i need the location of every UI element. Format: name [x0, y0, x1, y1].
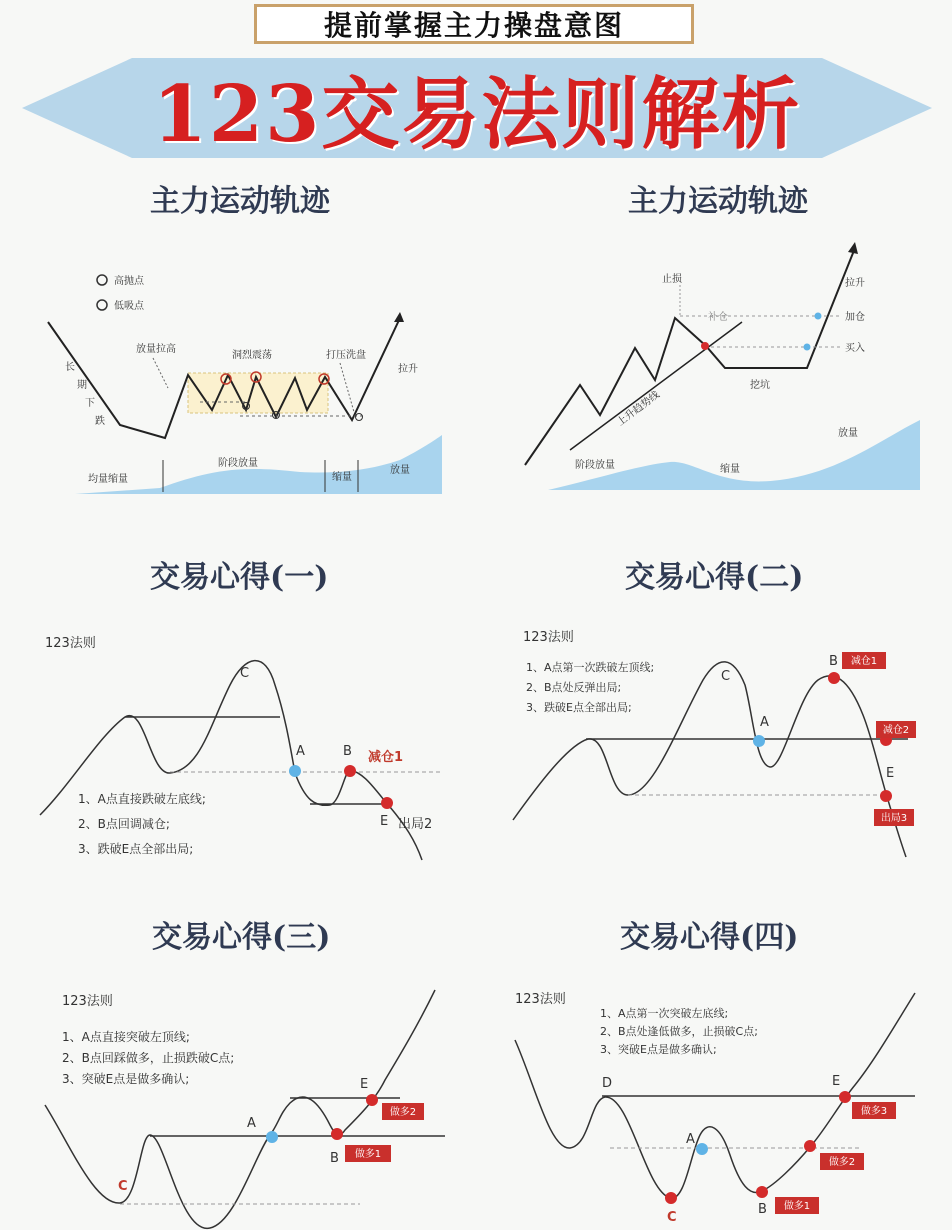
note-2: 2、B点处反弹出局;: [526, 681, 622, 694]
rule-label: 123法则: [62, 994, 113, 1009]
vol-label-1: 均量缩量: [88, 474, 128, 485]
vol-label-3: 缩量: [332, 472, 352, 483]
track-left-title: 主力运动轨迹: [150, 184, 330, 219]
arrow-head: [848, 242, 858, 254]
label-range: 洞烈震荡: [232, 350, 272, 361]
vol-label-2: 阶段放量: [218, 458, 258, 469]
note-3: 3、突破E点是做多确认;: [600, 1043, 717, 1056]
point-e: [366, 1094, 378, 1106]
label-d: D: [602, 1076, 613, 1091]
label-add-pos: 补仓: [708, 312, 728, 323]
note-2: 2、B点回踩做多，止损跌破C点;: [62, 1051, 235, 1065]
volume-area: [548, 420, 920, 490]
low-point-marker: [356, 414, 363, 421]
label-b: B: [330, 1151, 339, 1166]
point-b: [344, 765, 356, 777]
pointer-line: [153, 358, 168, 388]
label-stop-loss: 止损: [662, 274, 682, 285]
label-b: B: [829, 654, 838, 669]
vol-label-2: 缩量: [720, 464, 740, 475]
legend-low: 低吸点: [114, 301, 144, 312]
label-wash: 打压洗盘: [326, 350, 366, 361]
label-c: C: [240, 666, 250, 681]
point-a: [266, 1131, 278, 1143]
note-1: 1、A点第一次突破左底线;: [600, 1007, 729, 1020]
rule-label: 123法则: [523, 630, 574, 645]
point-c: [665, 1192, 677, 1204]
rule-label: 123法则: [45, 636, 96, 651]
low-point-icon: [97, 300, 107, 310]
stop-point: [701, 342, 709, 350]
track-right-diagram: [520, 240, 930, 500]
label-a: A: [760, 715, 769, 730]
point-b2: [804, 1140, 816, 1152]
vol-label-1: 阶段放量: [575, 460, 615, 471]
label-c: C: [667, 1210, 677, 1225]
label-e: E: [360, 1077, 369, 1092]
top-title: 提前掌握主力操盘意图: [254, 4, 694, 44]
label-e: E: [380, 814, 389, 829]
tag-3-label: 做多3: [860, 1106, 888, 1117]
tag-1-label: 做多1: [354, 1149, 382, 1160]
buy-point: [804, 344, 811, 351]
label-lift: 拉升: [398, 364, 418, 375]
point-b: [331, 1128, 343, 1140]
label-a: A: [247, 1116, 256, 1131]
tag-2-label: 做多2: [389, 1107, 417, 1118]
banner-title: 123交易法则解析: [152, 69, 802, 160]
exp4-diagram: [510, 985, 935, 1225]
label-a: A: [296, 744, 305, 759]
rule-label: 123法则: [515, 992, 566, 1007]
note-3: 3、突破E点是做多确认;: [62, 1072, 190, 1086]
point-a: [289, 765, 301, 777]
tag-3-label: 出局3: [880, 813, 908, 824]
label-fall: 期: [77, 380, 87, 391]
exp2-title: 交易心得(二): [625, 560, 804, 595]
point-e: [381, 797, 393, 809]
point-b: [828, 672, 840, 684]
tag-2-label: 做多2: [828, 1157, 856, 1168]
exp1-diagram: [30, 625, 450, 865]
tag-2-label: 减仓2: [882, 725, 910, 736]
label-lift: 拉升: [845, 278, 865, 289]
add-point: [815, 313, 822, 320]
label-up: 放量拉高: [136, 344, 176, 355]
vol-label-4: 放量: [390, 465, 410, 476]
arrow-head: [394, 312, 404, 322]
label-fall: 下: [85, 398, 95, 409]
point-e: [839, 1091, 851, 1103]
label-trend: 上升趋势线: [615, 389, 662, 429]
note-2: 2、B点处逢低做多，止损破C点;: [600, 1025, 758, 1038]
note-1: 1、A点直接突破左顶线;: [62, 1030, 190, 1044]
exp4-title: 交易心得(四): [620, 920, 799, 955]
price-line: [525, 248, 855, 465]
exp1-title: 交易心得(一): [150, 560, 329, 595]
note-1: 1、A点直接跌破左底线;: [78, 792, 206, 806]
label-b: B: [343, 744, 352, 759]
exp2-diagram: [508, 625, 938, 860]
label-fall: 长: [65, 362, 75, 373]
track-left-diagram: [40, 260, 450, 500]
high-point-icon: [97, 275, 107, 285]
label-dig: 挖坑: [750, 380, 770, 391]
label-a: A: [686, 1132, 695, 1147]
point-e: [880, 790, 892, 802]
label-add: 加仓: [845, 312, 865, 323]
vol-label-3: 放量: [838, 428, 858, 439]
point-b: [756, 1186, 768, 1198]
label-b: B: [758, 1202, 767, 1217]
exit-label: 出局2: [398, 817, 433, 832]
label-buy: 买入: [845, 343, 865, 354]
label-e: E: [832, 1074, 841, 1089]
note-3: 3、跌破E点全部出局;: [526, 701, 632, 714]
label-c: C: [118, 1179, 128, 1194]
volume-area: [75, 435, 442, 494]
point-a: [696, 1143, 708, 1155]
note-3: 3、跌破E点全部出局;: [78, 842, 194, 856]
exp3-diagram: [40, 985, 450, 1230]
label-c: C: [721, 669, 731, 684]
point-a: [753, 735, 765, 747]
label-e: E: [886, 766, 895, 781]
legend-high: 高抛点: [114, 276, 144, 287]
exp3-title: 交易心得(三): [152, 920, 331, 955]
track-right-title: 主力运动轨迹: [628, 184, 808, 219]
reduce-label: 减仓1: [368, 750, 404, 765]
tag-1-label: 减仓1: [850, 656, 878, 667]
trend-line: [570, 322, 742, 450]
price-curve: [45, 990, 435, 1228]
note-1: 1、A点第一次跌破左顶线;: [526, 661, 655, 674]
tag-1-label: 做多1: [783, 1201, 811, 1212]
note-2: 2、B点回调减仓;: [78, 817, 170, 831]
label-fall: 跌: [95, 416, 105, 427]
